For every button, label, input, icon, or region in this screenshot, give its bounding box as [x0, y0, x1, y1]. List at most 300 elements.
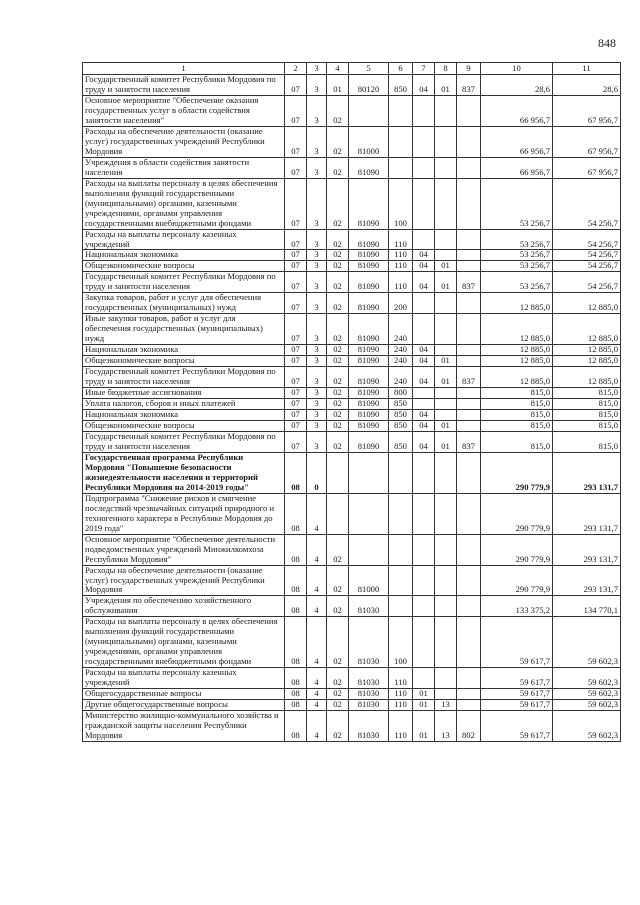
code-7-cell: 04 — [413, 250, 435, 261]
code-7-cell: 04 — [413, 75, 435, 96]
amount-11-cell: 54 256,7 — [553, 272, 621, 293]
table-row — [83, 565, 621, 596]
table-row — [83, 711, 621, 742]
code-5-cell: 81030 — [349, 617, 389, 668]
code-9-cell: 837 — [457, 431, 481, 452]
code-8-cell: 01 — [435, 367, 457, 388]
amount-10-cell: 53 256,7 — [481, 229, 553, 250]
column-header-7: 7 — [413, 63, 435, 75]
code-8-cell: 01 — [435, 420, 457, 431]
row-name-cell: Расходы на выплаты персоналу казенных учреждений — [83, 668, 285, 689]
amount-10-cell: 12 885,0 — [481, 367, 553, 388]
code-6-cell — [389, 452, 413, 493]
code-3-cell: 4 — [307, 700, 327, 711]
code-6-cell: 850 — [389, 410, 413, 421]
amount-11-cell: 815,0 — [553, 388, 621, 399]
code-4-cell: 02 — [327, 700, 349, 711]
code-6-cell: 110 — [389, 272, 413, 293]
code-6-cell — [389, 157, 413, 178]
code-6-cell: 240 — [389, 314, 413, 345]
code-5-cell: 81090 — [349, 388, 389, 399]
code-8-cell: 01 — [435, 261, 457, 272]
amount-10-cell: 53 256,7 — [481, 250, 553, 261]
code-7-cell — [413, 534, 435, 565]
column-header-8: 8 — [435, 63, 457, 75]
code-4-cell: 02 — [327, 431, 349, 452]
code-3-cell: 3 — [307, 157, 327, 178]
code-9-cell — [457, 250, 481, 261]
code-7-cell: 04 — [413, 431, 435, 452]
code-6-cell: 110 — [389, 261, 413, 272]
amount-11-cell: 28,6 — [553, 75, 621, 96]
code-6-cell: 110 — [389, 711, 413, 742]
column-header-11: 11 — [553, 63, 621, 75]
code-3-cell: 3 — [307, 410, 327, 421]
amount-10-cell: 66 956,7 — [481, 126, 553, 157]
code-8-cell — [435, 345, 457, 356]
code-3-cell: 4 — [307, 534, 327, 565]
code-7-cell — [413, 565, 435, 596]
code-9-cell — [457, 668, 481, 689]
code-3-cell: 3 — [307, 250, 327, 261]
code-2-cell: 07 — [285, 157, 307, 178]
amount-10-cell: 12 885,0 — [481, 293, 553, 314]
code-2-cell: 07 — [285, 356, 307, 367]
code-3-cell: 3 — [307, 229, 327, 250]
code-9-cell — [457, 261, 481, 272]
column-header-2: 2 — [285, 63, 307, 75]
code-8-cell — [435, 157, 457, 178]
page-number: 848 — [598, 36, 616, 50]
amount-10-cell: 59 617,7 — [481, 711, 553, 742]
code-4-cell: 02 — [327, 314, 349, 345]
amount-10-cell: 815,0 — [481, 388, 553, 399]
code-8-cell: 01 — [435, 272, 457, 293]
table-row — [83, 493, 621, 534]
code-5-cell: 81000 — [349, 126, 389, 157]
code-7-cell — [413, 229, 435, 250]
code-5-cell: 81090 — [349, 261, 389, 272]
amount-11-cell: 54 256,7 — [553, 250, 621, 261]
code-7-cell: 04 — [413, 367, 435, 388]
code-8-cell — [435, 596, 457, 617]
code-5-cell: 81090 — [349, 157, 389, 178]
code-2-cell: 07 — [285, 367, 307, 388]
table-row — [83, 700, 621, 711]
code-5-cell: 81090 — [349, 272, 389, 293]
table-row — [83, 356, 621, 367]
code-6-cell: 110 — [389, 689, 413, 700]
code-4-cell: 02 — [327, 410, 349, 421]
code-5-cell: 81090 — [349, 399, 389, 410]
code-5-cell: 81090 — [349, 431, 389, 452]
amount-10-cell: 815,0 — [481, 399, 553, 410]
code-6-cell — [389, 596, 413, 617]
code-7-cell — [413, 493, 435, 534]
code-9-cell — [457, 452, 481, 493]
code-5-cell: 81030 — [349, 689, 389, 700]
row-name-cell: Подпрограмма "Снижение рисков и смягчение последствий чрезвычайных ситуаций природного и техногенного характера в Республике Мордовия до 2019 года" — [83, 493, 285, 534]
column-header-3: 3 — [307, 63, 327, 75]
code-5-cell: 81030 — [349, 596, 389, 617]
code-9-cell — [457, 157, 481, 178]
code-4-cell: 02 — [327, 157, 349, 178]
code-8-cell — [435, 617, 457, 668]
table-row — [83, 75, 621, 96]
code-5-cell: 81090 — [349, 229, 389, 250]
amount-10-cell: 12 885,0 — [481, 356, 553, 367]
amount-10-cell: 59 617,7 — [481, 700, 553, 711]
amount-11-cell: 67 956,7 — [553, 95, 621, 126]
code-2-cell: 07 — [285, 388, 307, 399]
code-4-cell: 02 — [327, 229, 349, 250]
code-5-cell: 81090 — [349, 410, 389, 421]
code-5-cell — [349, 95, 389, 126]
code-4-cell: 02 — [327, 420, 349, 431]
code-9-cell — [457, 126, 481, 157]
code-3-cell: 3 — [307, 388, 327, 399]
row-name-cell: Национальная экономика — [83, 345, 285, 356]
code-6-cell: 240 — [389, 367, 413, 388]
code-2-cell: 07 — [285, 272, 307, 293]
table-row — [83, 596, 621, 617]
code-4-cell: 02 — [327, 293, 349, 314]
code-9-cell — [457, 565, 481, 596]
amount-10-cell: 59 617,7 — [481, 668, 553, 689]
code-8-cell — [435, 314, 457, 345]
code-6-cell: 850 — [389, 420, 413, 431]
code-6-cell: 850 — [389, 399, 413, 410]
code-3-cell: 3 — [307, 367, 327, 388]
amount-10-cell: 66 956,7 — [481, 95, 553, 126]
table-row — [83, 388, 621, 399]
code-6-cell: 850 — [389, 431, 413, 452]
code-2-cell: 08 — [285, 668, 307, 689]
code-7-cell — [413, 126, 435, 157]
row-name-cell: Расходы на выплаты персоналу в целях обеспечения выполнения функций государственными (муниципальными) органами, казенными учреждениями, органами управления государственными внебюджетными фондами — [83, 178, 285, 229]
row-name-cell: Учреждения в области содействия занятости населения — [83, 157, 285, 178]
table-row — [83, 345, 621, 356]
amount-11-cell: 12 885,0 — [553, 345, 621, 356]
code-4-cell: 02 — [327, 689, 349, 700]
code-9-cell — [457, 388, 481, 399]
amount-10-cell: 815,0 — [481, 420, 553, 431]
code-4-cell: 02 — [327, 668, 349, 689]
code-3-cell: 3 — [307, 420, 327, 431]
code-4-cell: 02 — [327, 272, 349, 293]
amount-10-cell: 53 256,7 — [481, 178, 553, 229]
amount-11-cell: 815,0 — [553, 420, 621, 431]
amount-11-cell: 815,0 — [553, 410, 621, 421]
code-2-cell: 08 — [285, 700, 307, 711]
code-2-cell: 07 — [285, 126, 307, 157]
code-2-cell: 07 — [285, 250, 307, 261]
table-row — [83, 229, 621, 250]
code-2-cell: 07 — [285, 431, 307, 452]
code-8-cell — [435, 668, 457, 689]
row-name-cell: Государственный комитет Республики Мордовия по труду и занятости населения — [83, 272, 285, 293]
amount-11-cell: 59 602,3 — [553, 617, 621, 668]
code-7-cell: 04 — [413, 345, 435, 356]
code-9-cell: 837 — [457, 272, 481, 293]
code-8-cell: 01 — [435, 356, 457, 367]
table-row — [83, 293, 621, 314]
code-6-cell: 850 — [389, 75, 413, 96]
code-9-cell: 837 — [457, 75, 481, 96]
code-5-cell: 81090 — [349, 345, 389, 356]
code-3-cell: 3 — [307, 399, 327, 410]
code-6-cell — [389, 126, 413, 157]
code-9-cell — [457, 700, 481, 711]
amount-10-cell: 290 779,9 — [481, 493, 553, 534]
code-3-cell: 3 — [307, 261, 327, 272]
code-4-cell: 02 — [327, 399, 349, 410]
code-2-cell: 07 — [285, 95, 307, 126]
code-5-cell — [349, 452, 389, 493]
header-row — [83, 63, 621, 75]
code-7-cell — [413, 293, 435, 314]
row-name-cell: Общеэкономические вопросы — [83, 261, 285, 272]
column-header-10: 10 — [481, 63, 553, 75]
code-5-cell: 81030 — [349, 668, 389, 689]
code-9-cell — [457, 689, 481, 700]
code-2-cell: 07 — [285, 293, 307, 314]
code-6-cell: 800 — [389, 388, 413, 399]
code-5-cell: 81090 — [349, 178, 389, 229]
table-row — [83, 95, 621, 126]
amount-11-cell: 54 256,7 — [553, 261, 621, 272]
code-4-cell: 02 — [327, 534, 349, 565]
amount-11-cell: 67 956,7 — [553, 126, 621, 157]
row-name-cell: Расходы на выплаты персоналу казенных учреждений — [83, 229, 285, 250]
row-name-cell: Расходы на обеспечение деятельности (оказание услуг) государственных учреждений Республики Мордовия — [83, 565, 285, 596]
table-row — [83, 367, 621, 388]
code-2-cell: 08 — [285, 689, 307, 700]
table-row — [83, 261, 621, 272]
code-6-cell — [389, 493, 413, 534]
code-3-cell: 4 — [307, 493, 327, 534]
code-7-cell — [413, 157, 435, 178]
amount-11-cell: 815,0 — [553, 431, 621, 452]
code-7-cell: 01 — [413, 700, 435, 711]
row-name-cell: Другие общегосударственные вопросы — [83, 700, 285, 711]
code-6-cell: 100 — [389, 617, 413, 668]
code-3-cell: 3 — [307, 75, 327, 96]
amount-10-cell: 815,0 — [481, 431, 553, 452]
code-5-cell: 81090 — [349, 356, 389, 367]
amount-10-cell: 53 256,7 — [481, 272, 553, 293]
code-3-cell: 4 — [307, 565, 327, 596]
amount-11-cell: 54 256,7 — [553, 229, 621, 250]
budget-table — [82, 62, 621, 742]
code-3-cell: 3 — [307, 356, 327, 367]
amount-10-cell: 66 956,7 — [481, 157, 553, 178]
table-row — [83, 126, 621, 157]
code-5-cell — [349, 493, 389, 534]
code-9-cell — [457, 493, 481, 534]
code-5-cell: 81090 — [349, 420, 389, 431]
code-9-cell — [457, 356, 481, 367]
code-9-cell — [457, 617, 481, 668]
row-name-cell: Основное мероприятие "Обеспечение оказания государственных услуг в области содействия занятости населения" — [83, 95, 285, 126]
code-8-cell — [435, 250, 457, 261]
code-6-cell: 110 — [389, 250, 413, 261]
code-5-cell: 81030 — [349, 700, 389, 711]
code-2-cell: 07 — [285, 399, 307, 410]
column-header-5: 5 — [349, 63, 389, 75]
code-3-cell: 3 — [307, 178, 327, 229]
code-8-cell: 13 — [435, 700, 457, 711]
row-name-cell: Государственный комитет Республики Мордовия по труду и занятости населения — [83, 431, 285, 452]
code-2-cell: 07 — [285, 420, 307, 431]
code-9-cell — [457, 410, 481, 421]
code-6-cell: 200 — [389, 293, 413, 314]
code-5-cell: 81090 — [349, 250, 389, 261]
code-7-cell — [413, 668, 435, 689]
code-4-cell — [327, 493, 349, 534]
table-body — [83, 75, 621, 742]
code-2-cell: 08 — [285, 711, 307, 742]
code-4-cell: 02 — [327, 367, 349, 388]
amount-10-cell: 133 375,2 — [481, 596, 553, 617]
code-8-cell — [435, 493, 457, 534]
amount-10-cell: 12 885,0 — [481, 345, 553, 356]
code-4-cell: 02 — [327, 617, 349, 668]
amount-11-cell: 59 602,3 — [553, 711, 621, 742]
code-6-cell: 240 — [389, 356, 413, 367]
code-7-cell — [413, 388, 435, 399]
code-9-cell — [457, 293, 481, 314]
amount-11-cell: 54 256,7 — [553, 178, 621, 229]
table-row — [83, 157, 621, 178]
row-name-cell: Закупка товаров, работ и услуг для обеспечения государственных (муниципальных) нужд — [83, 293, 285, 314]
code-3-cell: 3 — [307, 293, 327, 314]
code-3-cell: 3 — [307, 95, 327, 126]
code-4-cell: 02 — [327, 345, 349, 356]
row-name-cell: Иные закупки товаров, работ и услуг для обеспечения государственных (муниципальных) нужд — [83, 314, 285, 345]
code-2-cell: 08 — [285, 534, 307, 565]
amount-11-cell: 59 602,3 — [553, 700, 621, 711]
code-4-cell: 02 — [327, 261, 349, 272]
row-name-cell: Расходы на выплаты персоналу в целях обеспечения выполнения функций государственными (муниципальными) органами, казенными учреждениями, органами управления государственными внебюджетными фондами — [83, 617, 285, 668]
code-8-cell — [435, 126, 457, 157]
row-name-cell: Общегосударственные вопросы — [83, 689, 285, 700]
code-4-cell: 02 — [327, 126, 349, 157]
amount-11-cell: 67 956,7 — [553, 157, 621, 178]
code-8-cell — [435, 388, 457, 399]
code-5-cell: 81090 — [349, 314, 389, 345]
code-7-cell: 04 — [413, 261, 435, 272]
code-9-cell — [457, 596, 481, 617]
code-9-cell — [457, 399, 481, 410]
code-9-cell — [457, 229, 481, 250]
row-name-cell: Национальная экономика — [83, 250, 285, 261]
amount-10-cell: 12 885,0 — [481, 314, 553, 345]
amount-10-cell: 290 779,9 — [481, 565, 553, 596]
column-header-1: 1 — [83, 63, 285, 75]
code-5-cell: 81090 — [349, 367, 389, 388]
code-2-cell: 08 — [285, 617, 307, 668]
table-row — [83, 617, 621, 668]
row-name-cell: Общеэкономические вопросы — [83, 356, 285, 367]
code-8-cell — [435, 95, 457, 126]
code-8-cell: 01 — [435, 75, 457, 96]
amount-11-cell: 12 885,0 — [553, 314, 621, 345]
code-5-cell — [349, 534, 389, 565]
code-2-cell: 08 — [285, 493, 307, 534]
code-2-cell: 07 — [285, 229, 307, 250]
code-7-cell: 04 — [413, 356, 435, 367]
row-name-cell: Государственный комитет Республики Мордовия по труду и занятости населения — [83, 367, 285, 388]
column-header-4: 4 — [327, 63, 349, 75]
row-name-cell: Основное мероприятие "Обеспечение деятельности подведомственных учреждений Минжилкомхоза Республики Мордовия" — [83, 534, 285, 565]
column-header-6: 6 — [389, 63, 413, 75]
code-2-cell: 07 — [285, 314, 307, 345]
code-8-cell — [435, 410, 457, 421]
code-2-cell: 07 — [285, 345, 307, 356]
code-9-cell — [457, 314, 481, 345]
code-8-cell — [435, 565, 457, 596]
code-4-cell: 01 — [327, 75, 349, 96]
row-name-cell: Национальная экономика — [83, 410, 285, 421]
code-7-cell — [413, 452, 435, 493]
code-4-cell: 02 — [327, 388, 349, 399]
code-3-cell: 4 — [307, 617, 327, 668]
code-8-cell — [435, 229, 457, 250]
table-row — [83, 431, 621, 452]
table-row — [83, 689, 621, 700]
code-6-cell: 110 — [389, 668, 413, 689]
code-9-cell: 802 — [457, 711, 481, 742]
table-row — [83, 250, 621, 261]
code-7-cell: 04 — [413, 410, 435, 421]
amount-11-cell: 12 885,0 — [553, 367, 621, 388]
code-8-cell: 13 — [435, 711, 457, 742]
code-7-cell — [413, 596, 435, 617]
code-4-cell: 02 — [327, 356, 349, 367]
code-7-cell: 04 — [413, 272, 435, 293]
code-4-cell: 02 — [327, 250, 349, 261]
amount-11-cell: 134 770,1 — [553, 596, 621, 617]
code-3-cell: 4 — [307, 596, 327, 617]
amount-11-cell: 293 131,7 — [553, 452, 621, 493]
code-8-cell — [435, 399, 457, 410]
code-9-cell — [457, 178, 481, 229]
row-name-cell: Уплата налогов, сборов и иных платежей — [83, 399, 285, 410]
code-2-cell: 07 — [285, 261, 307, 272]
amount-10-cell: 28,6 — [481, 75, 553, 96]
code-3-cell: 4 — [307, 711, 327, 742]
code-5-cell: 81000 — [349, 565, 389, 596]
amount-10-cell: 59 617,7 — [481, 617, 553, 668]
code-3-cell: 4 — [307, 668, 327, 689]
amount-11-cell: 12 885,0 — [553, 356, 621, 367]
amount-11-cell: 293 131,7 — [553, 565, 621, 596]
code-7-cell — [413, 314, 435, 345]
table-row — [83, 399, 621, 410]
code-6-cell — [389, 534, 413, 565]
code-8-cell — [435, 452, 457, 493]
code-8-cell — [435, 534, 457, 565]
code-5-cell: 81090 — [349, 293, 389, 314]
code-4-cell: 02 — [327, 95, 349, 126]
table-row — [83, 272, 621, 293]
amount-11-cell: 293 131,7 — [553, 534, 621, 565]
code-9-cell — [457, 345, 481, 356]
table-row — [83, 452, 621, 493]
code-7-cell — [413, 178, 435, 229]
amount-11-cell: 59 602,3 — [553, 668, 621, 689]
